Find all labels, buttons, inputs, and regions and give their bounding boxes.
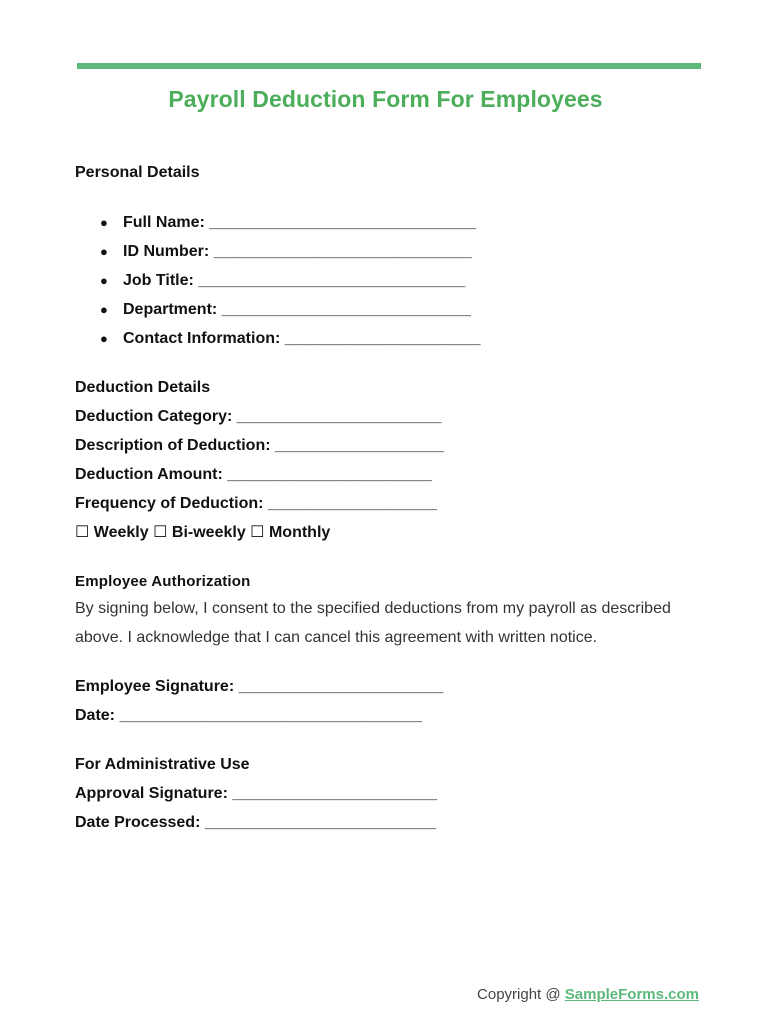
list-item-job-title[interactable] bbox=[75, 266, 715, 295]
field-blank[interactable]: ____________________________ bbox=[221, 301, 471, 318]
bullet-icon: ● bbox=[100, 331, 108, 346]
checkbox-monthly[interactable]: ☐ bbox=[250, 524, 265, 541]
list-item-department[interactable] bbox=[75, 295, 715, 324]
field-label: Department: bbox=[123, 301, 218, 318]
authorization-paragraph: By signing below, I consent to the specified deductions from my payroll as described above. I acknowledge that I can cancel this agreement with written notice. bbox=[75, 600, 671, 646]
deduction-description-field[interactable]: Description of Deduction: ___________________ bbox=[75, 437, 445, 454]
option-label-bi-weekly: Bi-weekly bbox=[171, 524, 246, 541]
option-label-monthly: Monthly bbox=[268, 524, 331, 541]
frequency-options bbox=[75, 518, 715, 547]
field-blank[interactable]: ______________________________ bbox=[209, 214, 477, 231]
date-processed-field[interactable]: Date Processed: __________________________ bbox=[75, 814, 437, 831]
field-label: Job Title: bbox=[123, 272, 194, 289]
bullet-icon: ● bbox=[100, 215, 108, 230]
checkbox-weekly[interactable]: ☐ bbox=[75, 524, 90, 541]
copyright-prefix: Copyright @ bbox=[477, 986, 565, 1003]
field-blank[interactable]: ______________________________ bbox=[198, 272, 466, 289]
copyright-footer bbox=[477, 986, 699, 1003]
checkbox-bi-weekly[interactable]: ☐ bbox=[153, 524, 168, 541]
approval-signature-field[interactable]: Approval Signature: _______________________ bbox=[75, 785, 438, 802]
list-item-contact-information[interactable] bbox=[75, 324, 715, 353]
form-body bbox=[75, 160, 715, 837]
field-label: ID Number: bbox=[123, 243, 210, 260]
top-accent-rule bbox=[77, 63, 701, 69]
bullet-icon: ● bbox=[100, 273, 108, 288]
deduction-frequency-field[interactable]: Frequency of Deduction: ___________________ bbox=[75, 495, 437, 512]
deduction-category-field[interactable]: Deduction Category: _______________________ bbox=[75, 408, 442, 425]
list-item-full-name[interactable] bbox=[75, 208, 715, 237]
field-blank[interactable]: _____________________________ bbox=[213, 243, 472, 260]
bullet-icon: ● bbox=[100, 302, 108, 317]
authorization-date-field[interactable]: Date: __________________________________ bbox=[75, 707, 422, 724]
personal-details-list bbox=[75, 208, 715, 353]
option-label-weekly: Weekly bbox=[93, 524, 149, 541]
deduction-amount-field[interactable]: Deduction Amount: _______________________ bbox=[75, 466, 432, 483]
bullet-icon: ● bbox=[100, 244, 108, 259]
page-title: Payroll Deduction Form For Employees bbox=[168, 86, 603, 112]
list-item-id-number[interactable] bbox=[75, 237, 715, 266]
administrative-use-heading: For Administrative Use bbox=[75, 756, 250, 773]
field-blank[interactable]: ______________________ bbox=[284, 330, 481, 347]
deduction-details-heading: Deduction Details bbox=[75, 379, 211, 396]
employee-signature-field[interactable]: Employee Signature: _______________________ bbox=[75, 678, 444, 695]
field-label: Contact Information: bbox=[123, 330, 281, 347]
employee-authorization-heading: Employee Authorization bbox=[75, 573, 251, 590]
personal-details-heading: Personal Details bbox=[75, 164, 200, 181]
field-label: Full Name: bbox=[123, 214, 205, 231]
brand-link[interactable]: SampleForms.com bbox=[564, 986, 699, 1003]
